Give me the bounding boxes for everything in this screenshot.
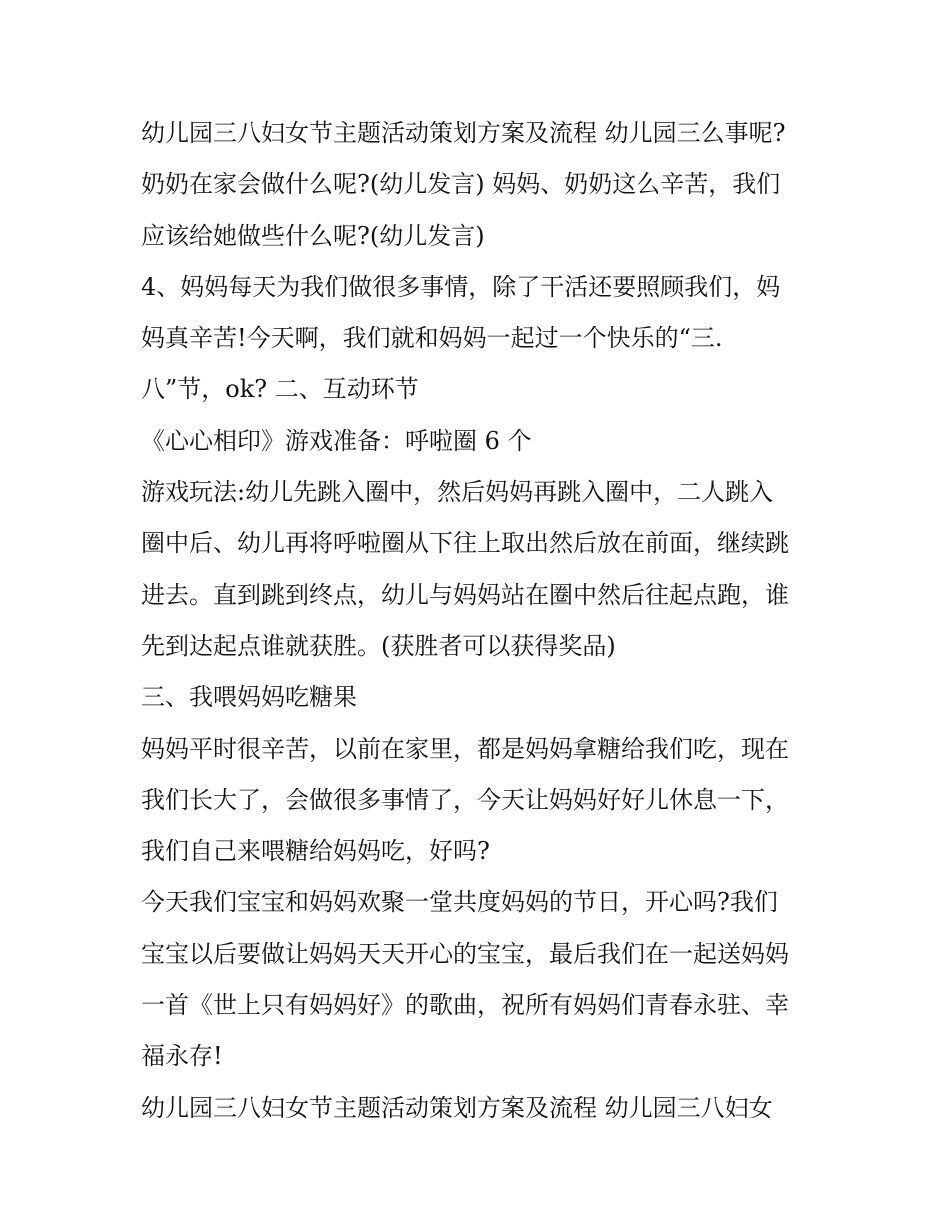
text-line-17: 宝宝以后要做让妈妈天天开心的宝宝，最后我们在一起送妈妈 <box>141 939 789 968</box>
text-line-3: 应该给她做些什么呢?(幼儿发言) <box>141 221 485 250</box>
text-line-4: 4、妈妈每天为我们做很多事情，除了干活还要照顾我们，妈 <box>141 272 781 301</box>
document-body <box>141 108 831 1134</box>
text-line-13: 妈妈平时很辛苦，以前在家里，都是妈妈拿糖给我们吃，现在 <box>141 734 789 763</box>
text-line-18: 一首《世上只有妈妈好》的歌曲，祝所有妈妈们青春永驻、幸 <box>141 991 789 1020</box>
text-line-8: 游戏玩法:幼儿先跳入圈中，然后妈妈再跳入圈中，二人跳入 <box>141 478 774 507</box>
text-line-19: 福永存! <box>141 1042 223 1071</box>
text-line-14: 我们长大了，会做很多事情了，今天让妈妈好好儿休息一下， <box>141 785 789 814</box>
text-line-15: 我们自己来喂糖给妈妈吃，好吗? <box>141 837 490 866</box>
text-line-5: 妈真辛苦!今天啊，我们就和妈妈一起过一个快乐的“三. <box>141 324 723 353</box>
text-line-10: 进去。直到跳到终点，幼儿与妈妈站在圈中然后往起点跑，谁 <box>141 580 789 609</box>
text-line-1: 幼儿园三八妇女节主题活动策划方案及流程 幼儿园三么事呢? <box>141 119 786 147</box>
text-line-20: 幼儿园三八妇女节主题活动策划方案及流程 幼儿园三八妇女 <box>141 1093 773 1122</box>
text-line-12: 三、我喂妈妈吃糖果 <box>141 683 357 712</box>
text-line-2: 奶奶在家会做什么呢?(幼儿发言) 妈妈、奶奶这么辛苦，我们 <box>141 170 781 199</box>
text-line-7: 《心心相印》游戏准备：呼啦圈 6 个 <box>141 426 532 455</box>
text-line-11: 先到达起点谁就获胜。(获胜者可以获得奖品) <box>141 631 616 660</box>
text-line-6: 八”节，ok? 二、互动环节 <box>141 375 419 404</box>
text-line-9: 圈中后、幼儿再将呼啦圈从下往上取出然后放在前面，继续跳 <box>141 529 789 558</box>
text-line-16: 今天我们宝宝和妈妈欢聚一堂共度妈妈的节日，开心吗?我们 <box>141 888 778 917</box>
